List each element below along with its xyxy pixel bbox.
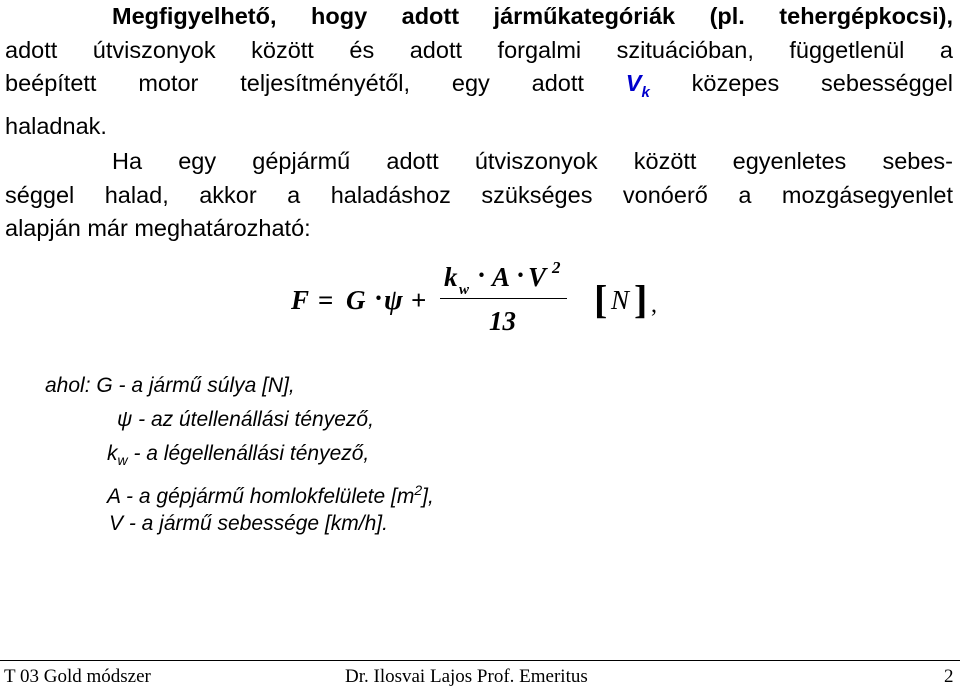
formula-lhs-f: F — [291, 285, 310, 315]
definition-frontal-area-start: A - a gépjármű homlokfelülete [m — [107, 485, 415, 508]
formula-denominator: 13 — [489, 306, 516, 336]
formula-dot-1: · — [374, 283, 384, 313]
formula-g: G — [346, 285, 366, 315]
definition-air-resistance — [107, 440, 369, 474]
formula-dot-3: · — [516, 260, 526, 290]
definition-speed: V - a jármű sebessége [km/h]. — [109, 512, 388, 535]
formula-bracket-open: [ — [594, 277, 608, 322]
formula-plus: + — [411, 285, 427, 315]
definition-air-resistance-text: - a légellenállási tényező, — [127, 442, 370, 465]
intro-line-2: adott útviszonyok között és adott forgalmi szituációban, függetlenül a — [5, 36, 953, 63]
formula-equals: = — [318, 285, 334, 315]
formula-bracket-close: ] — [634, 277, 648, 322]
intro-line-3-mid: egy adott — [451, 70, 584, 97]
definition-air-resistance-k: k — [107, 442, 118, 465]
formula-v: V — [528, 262, 547, 292]
footer-divider — [0, 660, 960, 661]
formula-k: k — [444, 262, 458, 292]
intro-line-4: haladnak. — [5, 112, 107, 139]
definition-frontal-area-sup: 2 — [414, 482, 423, 498]
footer-author: Dr. Ilosvai Lajos Prof. Emeritus — [345, 666, 588, 687]
equation-intro-line-2: séggel halad, akkor a haladáshoz szükséges vonóerő a mozgásegyenlet — [5, 181, 953, 208]
definition-air-resistance-sub: w — [117, 452, 128, 468]
formula-unit-n: N — [611, 285, 630, 315]
intro-line-1: Megfigyelhető, hogy adott járműkategóriák (pl. tehergépkocsi), — [112, 3, 953, 29]
formula-a: A — [492, 262, 511, 292]
intro-line-3-start: beépített motor teljesítményétől, — [5, 70, 411, 97]
formula-psi: ψ — [384, 285, 403, 316]
formula-k-subscript: w — [459, 282, 470, 298]
speed-subscript: k — [641, 84, 650, 102]
definition-frontal-area-end: ], — [422, 485, 434, 508]
equation-intro-line-1: Ha egy gépjármű adott útviszonyok között egyenletes sebes- — [112, 148, 953, 174]
footer-page-number: 2 — [944, 666, 954, 687]
equation-intro-line-3: alapján már meghatározható: — [5, 215, 311, 242]
definition-road-resistance: ψ - az útellenállási tényező, — [117, 408, 374, 431]
speed-symbol: V — [625, 70, 642, 97]
formula-dot-2: · — [477, 260, 487, 290]
definition-frontal-area — [107, 476, 434, 511]
definition-weight: ahol: G - a jármű súlya [N], — [45, 374, 295, 397]
intro-line-3-end: közepes sebességgel — [691, 70, 954, 97]
formula-comma: , — [651, 292, 657, 318]
footer-course-code: T 03 Gold módszer — [4, 666, 151, 687]
formula-exponent: 2 — [552, 258, 561, 277]
